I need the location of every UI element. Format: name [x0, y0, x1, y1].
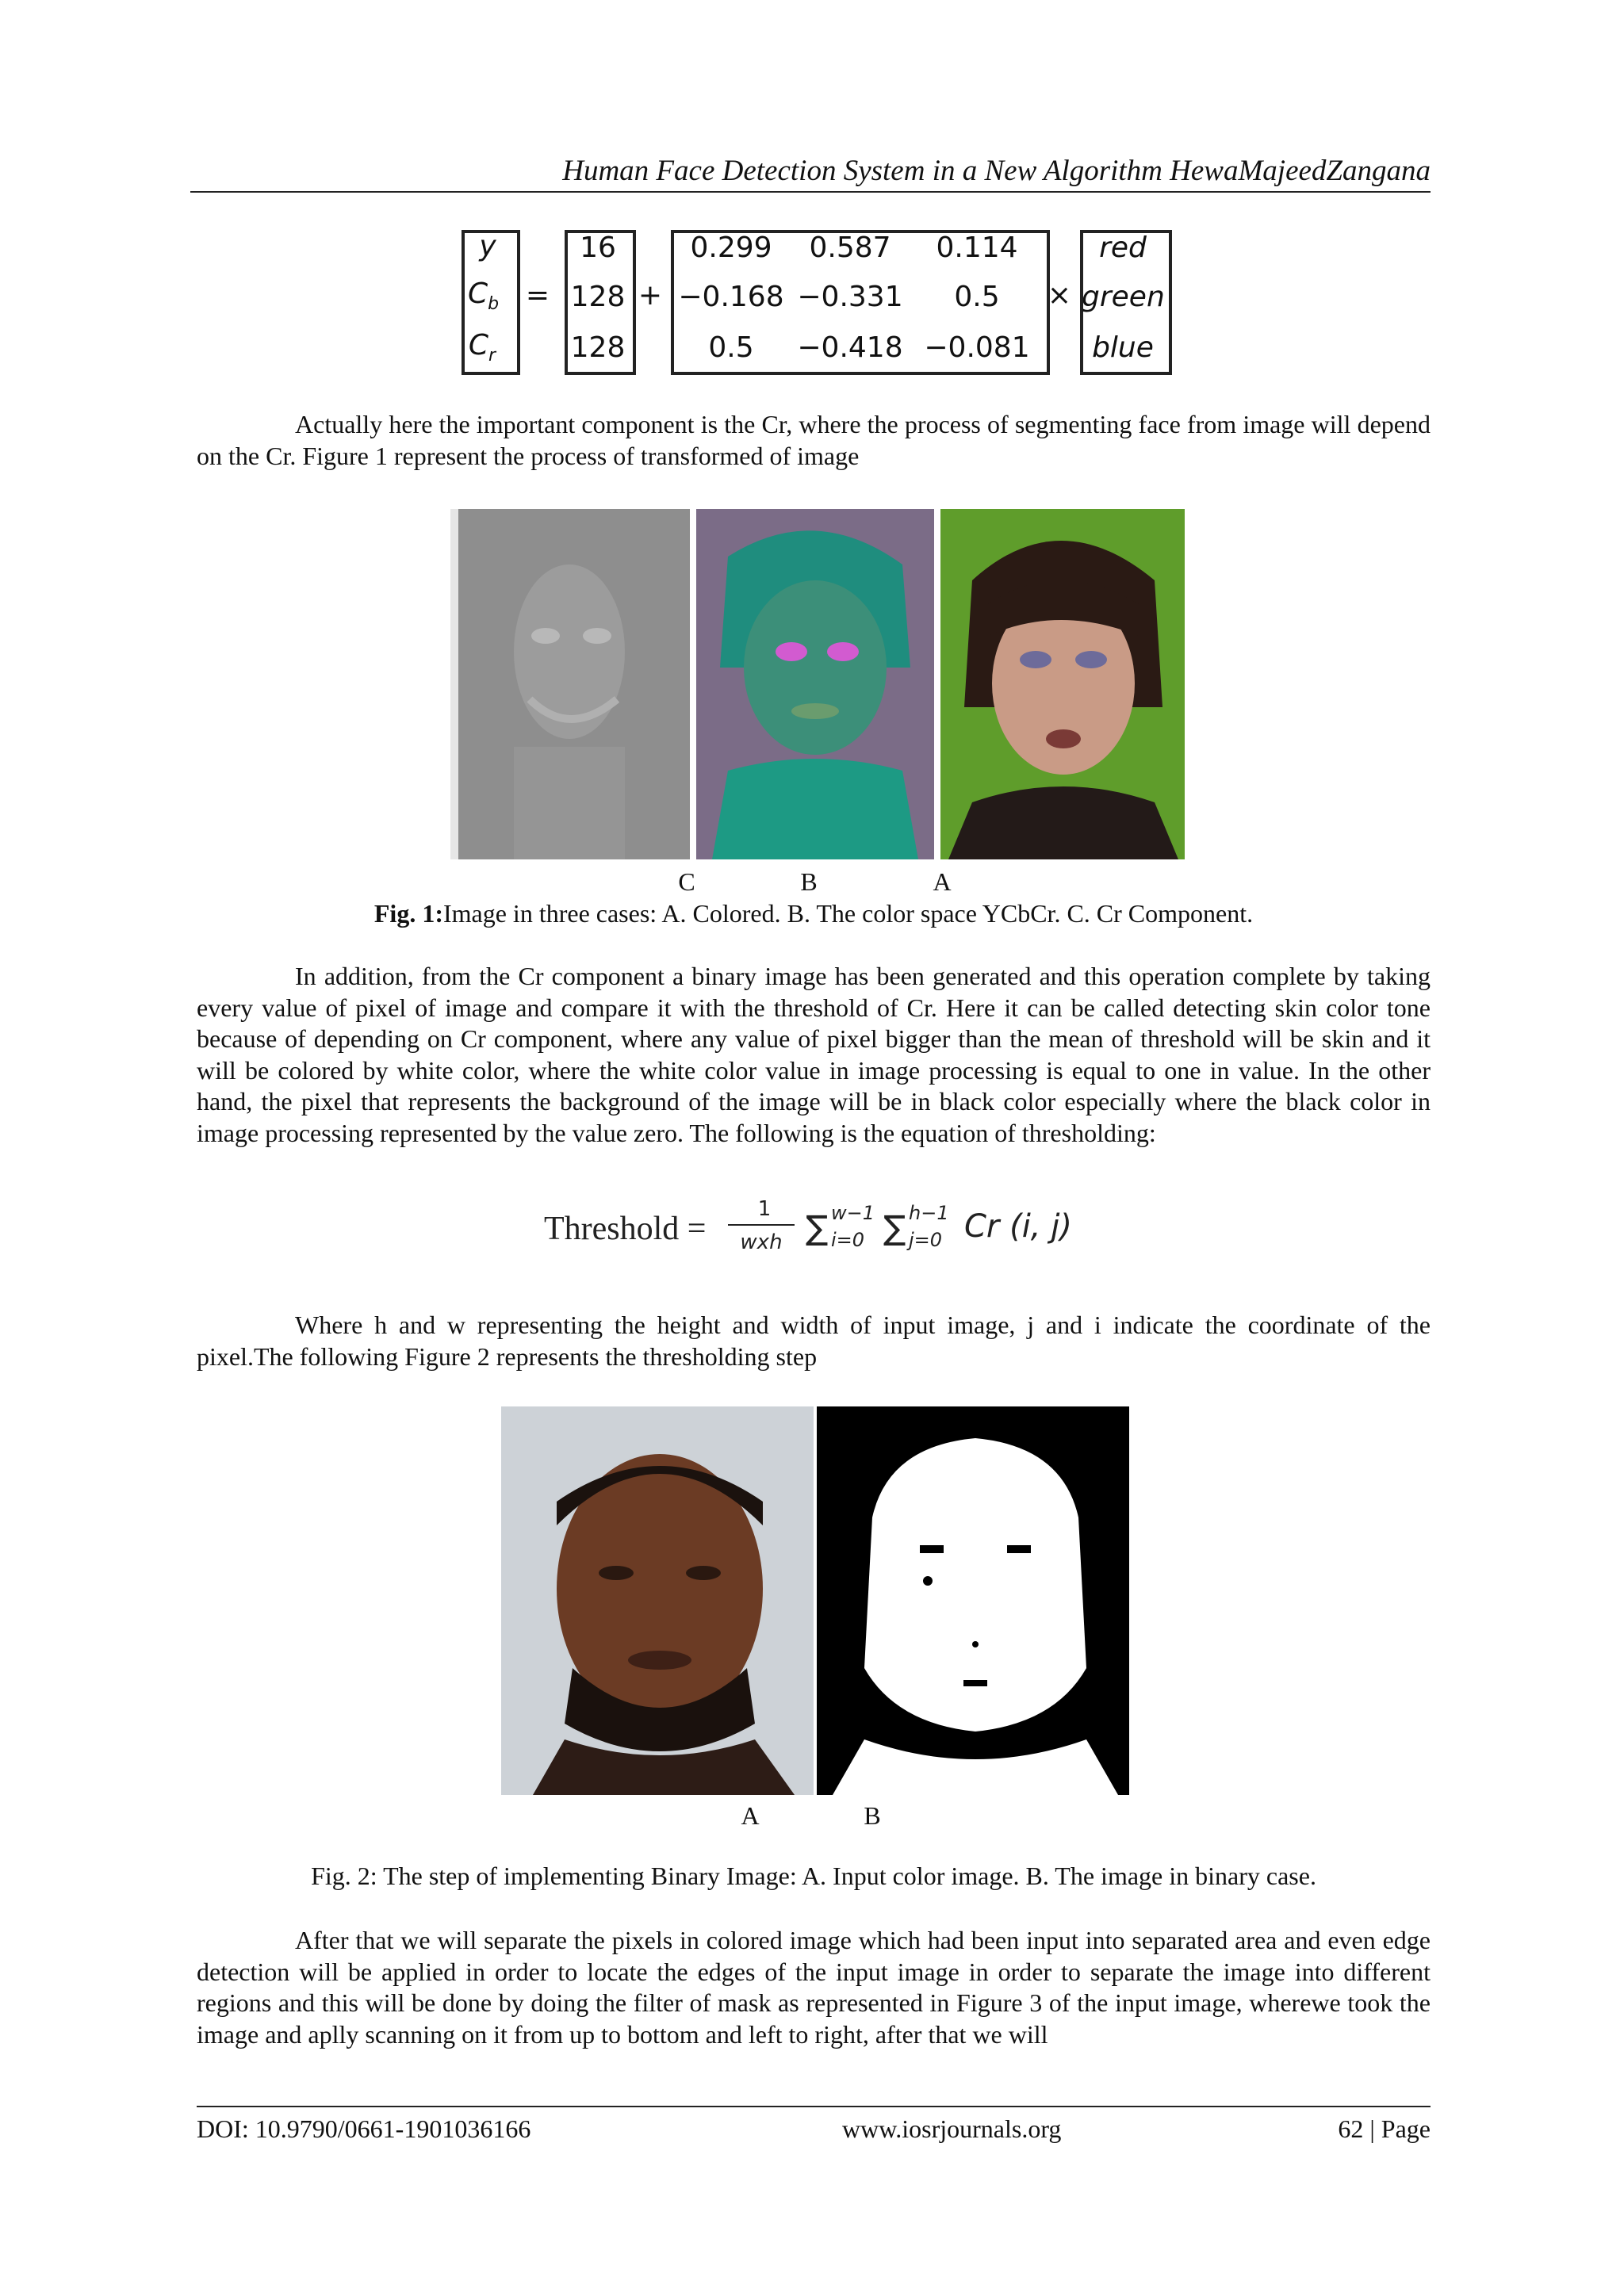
threshold-equation: [544, 1197, 1115, 1269]
rgb-green: green: [1082, 281, 1165, 313]
coefficient: 0.299: [690, 232, 772, 264]
threshold-denominator: wxh: [740, 1230, 783, 1254]
fig1-label-c: C: [678, 867, 695, 896]
offset-value: 128: [570, 281, 626, 313]
equals-sign: =: [525, 279, 550, 312]
paragraph: After that we will separate the pixels in colored image which had been input into separated area and even edge detection will be applied in order to locate the edges of the input image in order to separate the image into different regions and this will be done by doing the filter of mask as represented in Figure 3 of the input image, wherewe took the image and aplly scanning on it from up to bottom and left to right, after that we will: [197, 1926, 1431, 2049]
figure-1: [450, 509, 1185, 859]
sum-symbol: ∑: [806, 1208, 829, 1247]
running-header: Human Face Detection System in a New Algorithm HewaMajeedZangana: [562, 155, 1431, 187]
paragraph: Where h and w representing the height and width of input image, j and i indicate the coordinate of the pixel.The following Figure 2 represents the thresholding step: [197, 1311, 1431, 1371]
coefficient: −0.168: [678, 281, 784, 313]
sum2-upper: h−1: [909, 1202, 949, 1224]
coefficient: −0.418: [797, 331, 903, 364]
fig2-label-b: B: [864, 1801, 881, 1830]
coefficient: 0.587: [809, 232, 891, 264]
fig1-panel-colored: [940, 509, 1185, 859]
rgb-blue: blue: [1092, 331, 1154, 364]
sum1-upper: w−1: [831, 1202, 875, 1224]
footer-page-number: 62 | Page: [1338, 2114, 1431, 2143]
fig2-panel-input-color: [501, 1406, 814, 1795]
coefficient: 0.5: [708, 331, 754, 364]
lhs-y: y: [479, 230, 496, 262]
lhs-cb: $C_b$: [468, 277, 500, 315]
fig1-label-b: B: [800, 867, 818, 896]
fig1-caption: Fig. 1:Image in three cases: A. Colored. B. The color space YCbCr. C. Cr Component.: [373, 899, 1254, 928]
paragraph: In addition, from the Cr component a binary image has been generated and this operation complete by taking every value of pixel of image and compare it with the threshold of Cr. Here it can be called detecting skin color tone because of depending on Cr component, where any value of pixel bigger than the mean of threshold will be skin and it will be colored by white color, where the white color value in image processing is equal to one in value. In the other hand, the pixel that represents the background of the image will be in black color especially where the black color in image processing represented by the value zero. The following is the equation of thresholding:: [197, 962, 1431, 1147]
offset-value: 128: [570, 331, 626, 364]
fig1-panel-ycbcr: [696, 509, 934, 859]
footer-doi: DOI: 10.9790/0661-1901036166: [197, 2114, 531, 2143]
fig2-panel-binary: [817, 1406, 1129, 1795]
footer-website: www.iosrjournals.org: [842, 2114, 1062, 2143]
threshold-numerator: 1: [757, 1197, 772, 1221]
threshold-term: Cr (i, j): [964, 1208, 1072, 1245]
paragraph: Actually here the important component is the Cr, where the process of segmenting face from image will depend on the Cr. Figure 1 represent the process of transformed of image: [197, 410, 1431, 470]
lhs-cr: $C_r$: [468, 329, 496, 366]
fig2-label-a: A: [741, 1801, 760, 1830]
coefficient: 0.114: [936, 232, 1018, 264]
sum-symbol: ∑: [883, 1208, 906, 1247]
offset-value: 16: [580, 232, 616, 264]
plus-sign: +: [638, 279, 663, 312]
times-sign: ×: [1047, 279, 1072, 312]
threshold-lhs: Threshold =: [544, 1211, 707, 1247]
coefficient: −0.081: [924, 331, 1030, 364]
sum1-lower: i=0: [831, 1229, 865, 1251]
coefficient: −0.331: [797, 281, 903, 313]
coefficient: 0.5: [954, 281, 1000, 313]
figure-2: [501, 1406, 1129, 1795]
fig1-label-a: A: [933, 867, 952, 896]
fig1-panel-cr-component: [450, 509, 690, 859]
ycbcr-matrix-equation: [0, 0, 1624, 381]
sum2-lower: j=0: [909, 1229, 943, 1251]
fig2-caption: Fig. 2: The step of implementing Binary Image: A. Input color image. B. The image in binary case.: [311, 1862, 1316, 1890]
fraction-bar: [728, 1224, 795, 1226]
footer-rule: [197, 2106, 1431, 2107]
rgb-red: red: [1099, 232, 1147, 264]
